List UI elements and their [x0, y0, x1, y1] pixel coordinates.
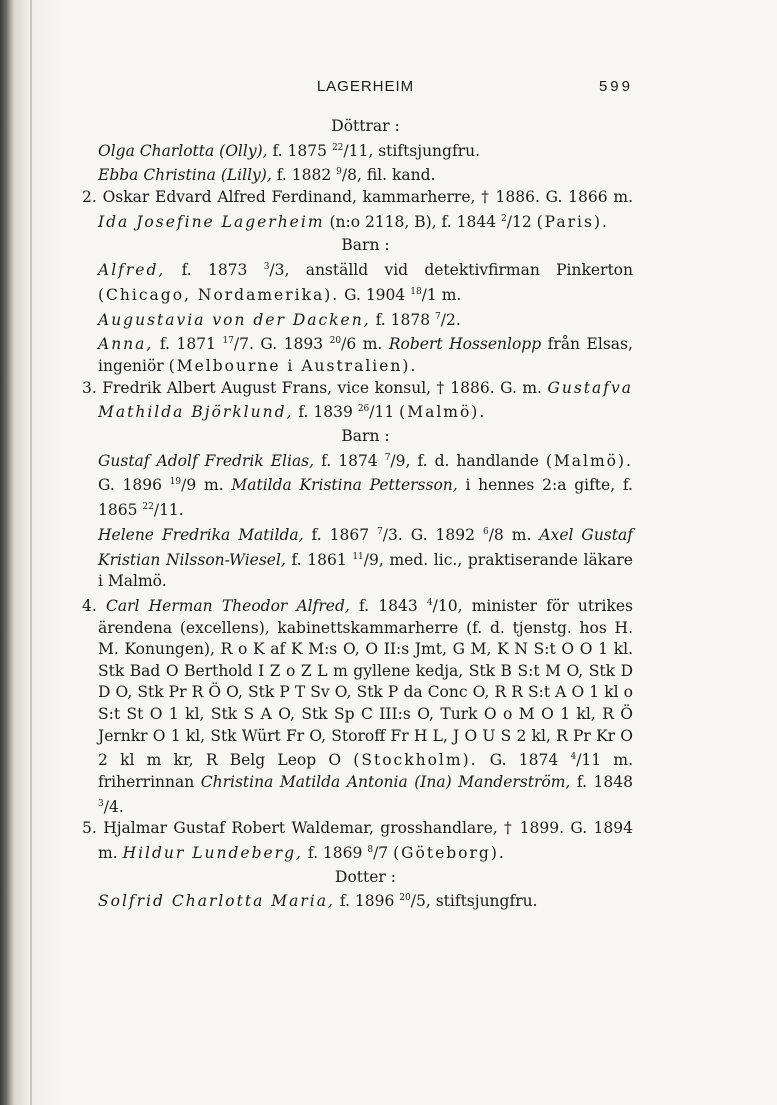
entry-anna: Anna, f. 1871 $^{17}$/7. G. 1893 $^{20}$/6 m. Robert Hossenlopp från Elsas, ingeniör (Melbourne i Australien).	[98, 335, 633, 376]
entry-2-oskar: 2. Oskar Edvard Alfred Ferdinand, kammarherre, † 1886. G. 1866 m. Ida Josefine Lagerheim (n:o 2118, B), f. 1844 $^2$/12 (Paris).	[82, 188, 633, 231]
entry-helene: Helene Fredrika Matilda, f. 1867 $^7$/3. G. 1892 $^6$/8 m. Axel Gustaf Kristian Nilsson-Wiesel, f. 1861 $^{11}$/9, med. lic., praktiserande läkare i Malmö.	[98, 525, 633, 591]
entry-solfrid: Solfrid Charlotta Maria, f. 1896 $^{20}$/5, stiftsjungfru.	[98, 892, 538, 911]
entry-5-hjalmar: 5. Hjalmar Gustaf Robert Waldemar, grosshandlare, † 1899. G. 1894 m. Hildur Lundeberg, f. 1869 $^8$/7 (Göteborg).	[82, 819, 633, 863]
section-heading-barn-2: Barn :	[341, 426, 390, 445]
section-heading-dottrar: Döttrar :	[331, 117, 400, 135]
page-number: 599	[598, 78, 633, 95]
entry-olga: Olga Charlotta (Olly), f. 1875 $^{22}$/11, stiftsjungfru.	[98, 141, 481, 160]
book-spine-shadow	[0, 0, 62, 1105]
section-heading-barn-1: Barn :	[341, 236, 390, 255]
entry-alfred: Alfred, f. 1873 $^3$/3, anställd vid detektivfirman Pinkerton (Chicago, Nordamerika). G. 1904 $^{18}$/1 m.	[98, 261, 633, 304]
entry-augustavia: Augustavia von der Dacken, f. 1878 $^7$/2.	[98, 310, 461, 329]
running-title: LAGERHEIM	[316, 78, 415, 95]
entry-ebba: Ebba Christina (Lilly), f. 1882 $^9$/8, fil. kand.	[98, 166, 436, 185]
entry-3-fredrik: 3. Fredrik Albert August Frans, vice konsul, † 1886. G. m. Gustafva Mathilda Björklund, f. 1839 $^{26}$/11 (Malmö).	[82, 378, 633, 422]
page-content	[82, 78, 634, 913]
entry-gustaf: Gustaf Adolf Fredrik Elias, f. 1874 $^7$/9, f. d. handlande (Malmö). G. 1896 $^{19}$/9 m. Matilda Kristina Pettersson, i hennes 2:a gifte, f. 1865 $^{22}$/11.	[98, 451, 633, 520]
section-heading-dotter: Dotter :	[335, 867, 396, 886]
running-header	[98, 78, 633, 102]
entry-4-carl: 4. Carl Herman Theodor Alfred, f. 1843 $^4$/10, minister för utrikes ärendena (excellens), kabinettskammarherre (f. d. tjenstg. hos H. M. Konungen), R o K af K M:s O, O II:s Jmt, G M, K N S:t O O 1 kl. Stk Bad O Berthold I Z o Z L m gyllene kedja, Stk B S:t M O, Stk D D O, Stk Pr R Ö O, Stk P T Sv O, Stk P da Conc O, R R S:t A O 1 kl o S:t St O 1 kl, Stk S A O, Stk Sp C III:s O, Turk O o M O 1 kl, R Ö Jernkr O 1 kl, Stk Würt Fr O, Storoff Fr H L, J O U S 2 kl, R Pr Kr O 2 kl m kr, R Belg Leop O (Stockholm). G. 1874 $^4$/11 m. friherrinnan Christina Matilda Antonia (Ina) Manderström, f. 1848 $^3$/4.	[82, 597, 634, 816]
